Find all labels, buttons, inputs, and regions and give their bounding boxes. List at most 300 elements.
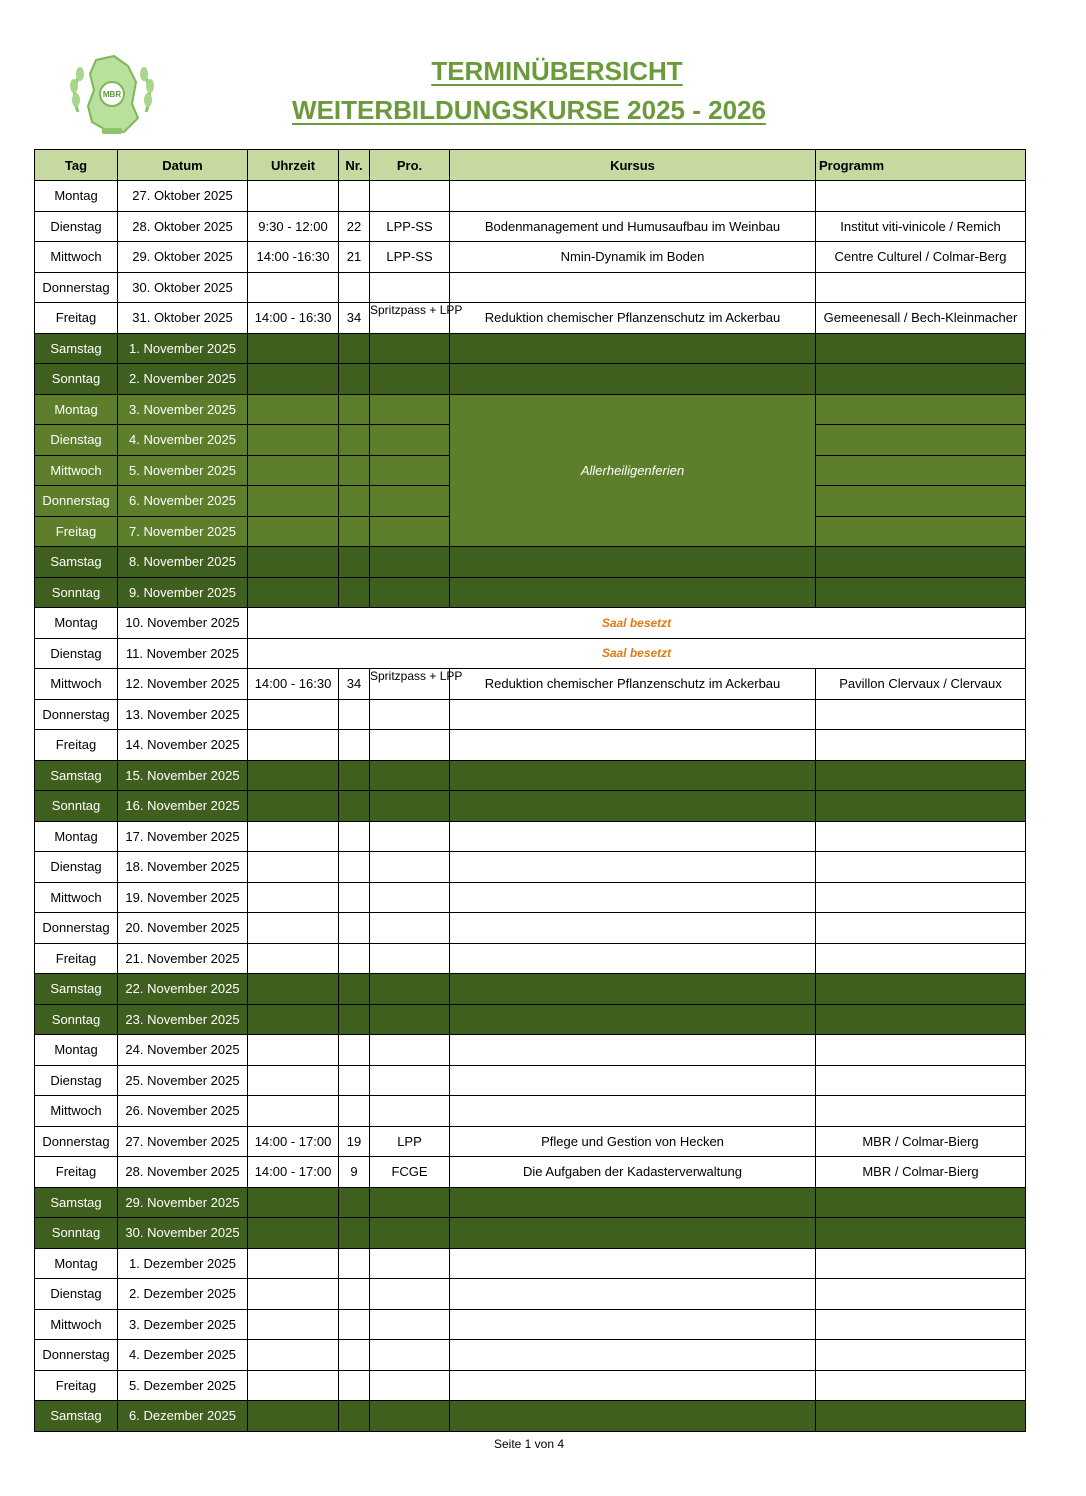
cell-pro [370, 425, 450, 456]
cell-datum: 28. November 2025 [118, 1157, 248, 1188]
cell-tag: Freitag [35, 1157, 118, 1188]
cell-tag: Samstag [35, 547, 118, 578]
cell-kursus [450, 181, 816, 212]
cell-uhrzeit [248, 882, 339, 913]
page-title-line1: TERMINÜBERSICHT [431, 56, 683, 86]
table-row [35, 608, 1026, 639]
cell-nr [339, 821, 370, 852]
cell-datum: 7. November 2025 [118, 516, 248, 547]
cell-kursus [450, 882, 816, 913]
table-row [35, 1187, 1026, 1218]
cell-datum: 10. November 2025 [118, 608, 248, 639]
cell-datum: 27. Oktober 2025 [118, 181, 248, 212]
cell-kursus [450, 1401, 816, 1432]
cell-nr [339, 547, 370, 578]
cell-datum: 18. November 2025 [118, 852, 248, 883]
cell-nr [339, 760, 370, 791]
cell-uhrzeit [248, 699, 339, 730]
cell-uhrzeit [248, 455, 339, 486]
cell-nr: 34 [339, 669, 370, 700]
cell-pro [370, 943, 450, 974]
cell-pro: LPP [370, 1126, 450, 1157]
cell-pro [370, 791, 450, 822]
cell-kursus [450, 547, 816, 578]
cell-nr [339, 1004, 370, 1035]
cell-uhrzeit [248, 1401, 339, 1432]
cell-datum: 17. November 2025 [118, 821, 248, 852]
cell-datum: 22. November 2025 [118, 974, 248, 1005]
cell-uhrzeit: 9:30 - 12:00 [248, 211, 339, 242]
cell-programm [816, 486, 1026, 517]
table-row [35, 791, 1026, 822]
table-header-row [35, 150, 1026, 181]
cell-kursus [450, 699, 816, 730]
cell-kursus [450, 1279, 816, 1310]
cell-nr: 34 [339, 303, 370, 334]
cell-pro: LPP-SS [370, 242, 450, 273]
cell-nr [339, 1340, 370, 1371]
cell-pro [370, 1401, 450, 1432]
table-row [35, 730, 1026, 761]
table-row [35, 1065, 1026, 1096]
cell-nr [339, 577, 370, 608]
cell-nr [339, 852, 370, 883]
cell-pro [370, 730, 450, 761]
cell-pro [370, 1004, 450, 1035]
cell-nr [339, 181, 370, 212]
cell-tag: Montag [35, 394, 118, 425]
cell-tag: Montag [35, 608, 118, 639]
cell-pro [370, 486, 450, 517]
cell-datum: 27. November 2025 [118, 1126, 248, 1157]
cell-tag: Montag [35, 1035, 118, 1066]
cell-datum: 23. November 2025 [118, 1004, 248, 1035]
cell-datum: 2. November 2025 [118, 364, 248, 395]
cell-programm [816, 1309, 1026, 1340]
cell-pro [370, 913, 450, 944]
cell-pro [370, 181, 450, 212]
cell-nr [339, 1035, 370, 1066]
header-uhrzeit: Uhrzeit [248, 150, 339, 181]
cell-pro [370, 1340, 450, 1371]
cell-pro: Spritzpass + LPP [370, 303, 450, 334]
cell-datum: 24. November 2025 [118, 1035, 248, 1066]
cell-programm [816, 364, 1026, 395]
cell-nr [339, 882, 370, 913]
cell-pro [370, 1035, 450, 1066]
cell-nr [339, 1370, 370, 1401]
cell-programm [816, 913, 1026, 944]
table-row [35, 943, 1026, 974]
cell-tag: Sonntag [35, 577, 118, 608]
cell-kursus [450, 1340, 816, 1371]
cell-uhrzeit: 14:00 - 16:30 [248, 303, 339, 334]
cell-programm: Institut viti-vinicole / Remich [816, 211, 1026, 242]
cell-uhrzeit [248, 1004, 339, 1035]
cell-kursus: Die Aufgaben der Kadasterverwaltung [450, 1157, 816, 1188]
cell-datum: 15. November 2025 [118, 760, 248, 791]
cell-pro [370, 1370, 450, 1401]
table-row [35, 577, 1026, 608]
cell-pro: Spritzpass + LPP [370, 669, 450, 700]
cell-kursus [450, 913, 816, 944]
cell-programm [816, 516, 1026, 547]
cell-datum: 29. Oktober 2025 [118, 242, 248, 273]
cell-kursus: Reduktion chemischer Pflanzenschutz im Ackerbau [450, 669, 816, 700]
cell-kursus: Bodenmanagement und Humusaufbau im Weinbau [450, 211, 816, 242]
cell-uhrzeit [248, 1309, 339, 1340]
cell-kursus [450, 821, 816, 852]
cell-kursus [450, 333, 816, 364]
cell-programm [816, 1218, 1026, 1249]
cell-uhrzeit [248, 1370, 339, 1401]
cell-pro [370, 699, 450, 730]
cell-datum: 3. November 2025 [118, 394, 248, 425]
cell-uhrzeit [248, 1340, 339, 1371]
cell-tag: Dienstag [35, 852, 118, 883]
cell-pro: FCGE [370, 1157, 450, 1188]
header-datum: Datum [118, 150, 248, 181]
table-row [35, 1218, 1026, 1249]
cell-tag: Dienstag [35, 638, 118, 669]
cell-programm [816, 1248, 1026, 1279]
cell-tag: Freitag [35, 1370, 118, 1401]
cell-kursus [450, 974, 816, 1005]
cell-tag: Freitag [35, 730, 118, 761]
table-row [35, 974, 1026, 1005]
cell-uhrzeit [248, 486, 339, 517]
cell-nr [339, 699, 370, 730]
cell-nr [339, 1218, 370, 1249]
cell-tag: Sonntag [35, 1218, 118, 1249]
cell-kursus [450, 1187, 816, 1218]
cell-nr [339, 943, 370, 974]
cell-programm: MBR / Colmar-Bierg [816, 1157, 1026, 1188]
cell-tag: Montag [35, 1248, 118, 1279]
cell-pro [370, 547, 450, 578]
cell-uhrzeit [248, 547, 339, 578]
cell-pro [370, 974, 450, 1005]
cell-datum: 3. Dezember 2025 [118, 1309, 248, 1340]
cell-programm: Pavillon Clervaux / Clervaux [816, 669, 1026, 700]
cell-datum: 1. Dezember 2025 [118, 1248, 248, 1279]
cell-uhrzeit [248, 394, 339, 425]
cell-kursus [450, 1035, 816, 1066]
cell-uhrzeit [248, 516, 339, 547]
cell-kursus: Reduktion chemischer Pflanzenschutz im Ackerbau [450, 303, 816, 334]
cell-pro [370, 455, 450, 486]
table-row [35, 913, 1026, 944]
cell-uhrzeit [248, 1187, 339, 1218]
cell-pro [370, 394, 450, 425]
cell-programm [816, 1279, 1026, 1310]
cell-datum: 5. Dezember 2025 [118, 1370, 248, 1401]
cell-datum: 14. November 2025 [118, 730, 248, 761]
cell-programm [816, 1401, 1026, 1432]
svg-text:MBR: MBR [102, 90, 122, 99]
header-tag: Tag [35, 150, 118, 181]
cell-tag: Samstag [35, 333, 118, 364]
cell-programm [816, 1340, 1026, 1371]
cell-uhrzeit [248, 333, 339, 364]
cell-uhrzeit: 14:00 -16:30 [248, 242, 339, 273]
cell-kursus [450, 1309, 816, 1340]
cell-tag: Freitag [35, 303, 118, 334]
cell-programm [816, 699, 1026, 730]
cell-kursus [450, 760, 816, 791]
cell-uhrzeit [248, 913, 339, 944]
cell-nr: 22 [339, 211, 370, 242]
cell-pro [370, 272, 450, 303]
cell-tag: Sonntag [35, 364, 118, 395]
cell-uhrzeit [248, 760, 339, 791]
cell-tag: Dienstag [35, 211, 118, 242]
cell-nr: 19 [339, 1126, 370, 1157]
table-row [35, 333, 1026, 364]
cell-kursus [450, 791, 816, 822]
cell-uhrzeit [248, 1065, 339, 1096]
cell-programm [816, 181, 1026, 212]
table-row [35, 1004, 1026, 1035]
cell-tag: Samstag [35, 1187, 118, 1218]
table-row [35, 1279, 1026, 1310]
cell-uhrzeit [248, 943, 339, 974]
cell-programm [816, 455, 1026, 486]
cell-kursus [450, 943, 816, 974]
header-kursus: Kursus [450, 150, 816, 181]
cell-uhrzeit [248, 974, 339, 1005]
cell-programm [816, 791, 1026, 822]
cell-datum: 31. Oktober 2025 [118, 303, 248, 334]
cell-programm [816, 1370, 1026, 1401]
cell-datum: 4. November 2025 [118, 425, 248, 456]
cell-uhrzeit [248, 1248, 339, 1279]
saal-besetzt-note: Saal besetzt [248, 638, 1026, 669]
cell-pro [370, 333, 450, 364]
cell-nr [339, 333, 370, 364]
cell-nr: 9 [339, 1157, 370, 1188]
table-row [35, 242, 1026, 273]
cell-datum: 26. November 2025 [118, 1096, 248, 1127]
cell-nr: 21 [339, 242, 370, 273]
table-row [35, 852, 1026, 883]
cell-datum: 4. Dezember 2025 [118, 1340, 248, 1371]
cell-tag: Mittwoch [35, 242, 118, 273]
table-row [35, 547, 1026, 578]
cell-programm [816, 333, 1026, 364]
cell-uhrzeit [248, 730, 339, 761]
cell-programm: Centre Culturel / Colmar-Berg [816, 242, 1026, 273]
cell-pro [370, 516, 450, 547]
cell-tag: Dienstag [35, 425, 118, 456]
table-row [35, 1096, 1026, 1127]
cell-datum: 6. November 2025 [118, 486, 248, 517]
cell-uhrzeit: 14:00 - 17:00 [248, 1157, 339, 1188]
table-row [35, 760, 1026, 791]
cell-pro [370, 577, 450, 608]
table-row [35, 1340, 1026, 1371]
cell-uhrzeit [248, 1096, 339, 1127]
cell-programm: Gemeenesall / Bech-Kleinmacher [816, 303, 1026, 334]
cell-kursus [450, 272, 816, 303]
cell-pro [370, 1096, 450, 1127]
cell-tag: Donnerstag [35, 1126, 118, 1157]
cell-tag: Samstag [35, 1401, 118, 1432]
header-nr: Nr. [339, 150, 370, 181]
table-row [35, 1401, 1026, 1432]
cell-programm [816, 1187, 1026, 1218]
cell-programm [816, 1035, 1026, 1066]
cell-uhrzeit: 14:00 - 16:30 [248, 669, 339, 700]
cell-tag: Mittwoch [35, 669, 118, 700]
cell-pro [370, 1309, 450, 1340]
table-row [35, 638, 1026, 669]
cell-datum: 8. November 2025 [118, 547, 248, 578]
cell-kursus [450, 730, 816, 761]
cell-programm [816, 272, 1026, 303]
cell-nr [339, 455, 370, 486]
cell-programm [816, 1096, 1026, 1127]
schedule-table [34, 149, 1026, 1432]
cell-nr [339, 1279, 370, 1310]
cell-kursus [450, 364, 816, 395]
cell-datum: 12. November 2025 [118, 669, 248, 700]
cell-programm [816, 852, 1026, 883]
cell-kursus: Pflege und Gestion von Hecken [450, 1126, 816, 1157]
cell-nr [339, 486, 370, 517]
table-row [35, 303, 1026, 334]
cell-nr [339, 974, 370, 1005]
cell-nr [339, 1248, 370, 1279]
cell-programm: MBR / Colmar-Bierg [816, 1126, 1026, 1157]
cell-programm [816, 394, 1026, 425]
cell-datum: 13. November 2025 [118, 699, 248, 730]
cell-uhrzeit: 14:00 - 17:00 [248, 1126, 339, 1157]
cell-nr [339, 1401, 370, 1432]
cell-pro: LPP-SS [370, 211, 450, 242]
cell-pro [370, 1218, 450, 1249]
cell-datum: 6. Dezember 2025 [118, 1401, 248, 1432]
cell-programm [816, 1065, 1026, 1096]
cell-programm [816, 760, 1026, 791]
cell-uhrzeit [248, 1035, 339, 1066]
cell-datum: 19. November 2025 [118, 882, 248, 913]
cell-nr [339, 272, 370, 303]
cell-tag: Donnerstag [35, 913, 118, 944]
cell-nr [339, 425, 370, 456]
cell-tag: Mittwoch [35, 455, 118, 486]
cell-tag: Donnerstag [35, 272, 118, 303]
cell-uhrzeit [248, 364, 339, 395]
cell-programm [816, 577, 1026, 608]
table-row [35, 882, 1026, 913]
cell-pro [370, 364, 450, 395]
cell-datum: 21. November 2025 [118, 943, 248, 974]
cell-nr [339, 730, 370, 761]
cell-programm [816, 974, 1026, 1005]
cell-tag: Donnerstag [35, 486, 118, 517]
cell-nr [339, 791, 370, 822]
table-row [35, 364, 1026, 395]
table-row [35, 1126, 1026, 1157]
cell-tag: Mittwoch [35, 1309, 118, 1340]
cell-uhrzeit [248, 181, 339, 212]
table-row [35, 699, 1026, 730]
table-row [35, 1157, 1026, 1188]
table-row [35, 821, 1026, 852]
cell-programm [816, 730, 1026, 761]
cell-nr [339, 364, 370, 395]
cell-pro [370, 1248, 450, 1279]
table-row [35, 394, 1026, 425]
cell-uhrzeit [248, 425, 339, 456]
cell-uhrzeit [248, 821, 339, 852]
cell-kursus [450, 1218, 816, 1249]
cell-datum: 30. November 2025 [118, 1218, 248, 1249]
cell-kursus [450, 852, 816, 883]
cell-pro [370, 852, 450, 883]
cell-pro [370, 1279, 450, 1310]
page-title-line2: WEITERBILDUNGSKURSE 2025 - 2026 [292, 95, 766, 125]
cell-nr [339, 1187, 370, 1218]
holiday-label: Allerheiligenferien [450, 394, 816, 547]
cell-datum: 9. November 2025 [118, 577, 248, 608]
cell-nr [339, 1065, 370, 1096]
cell-pro [370, 1065, 450, 1096]
header-pro: Pro. [370, 150, 450, 181]
header-programm: Programm [816, 150, 1026, 181]
cell-datum: 20. November 2025 [118, 913, 248, 944]
cell-datum: 2. Dezember 2025 [118, 1279, 248, 1310]
cell-uhrzeit [248, 577, 339, 608]
cell-tag: Donnerstag [35, 699, 118, 730]
cell-datum: 11. November 2025 [118, 638, 248, 669]
cell-uhrzeit [248, 1218, 339, 1249]
cell-kursus: Nmin-Dynamik im Boden [450, 242, 816, 273]
cell-kursus [450, 1248, 816, 1279]
cell-tag: Freitag [35, 943, 118, 974]
cell-pro [370, 821, 450, 852]
cell-kursus [450, 1096, 816, 1127]
cell-programm [816, 821, 1026, 852]
cell-tag: Dienstag [35, 1279, 118, 1310]
cell-tag: Donnerstag [35, 1340, 118, 1371]
cell-uhrzeit [248, 1279, 339, 1310]
cell-datum: 30. Oktober 2025 [118, 272, 248, 303]
cell-tag: Dienstag [35, 1065, 118, 1096]
cell-programm [816, 1004, 1026, 1035]
cell-pro [370, 882, 450, 913]
cell-uhrzeit [248, 791, 339, 822]
cell-programm [816, 547, 1026, 578]
cell-kursus [450, 577, 816, 608]
cell-tag: Sonntag [35, 791, 118, 822]
cell-tag: Samstag [35, 760, 118, 791]
cell-nr [339, 913, 370, 944]
cell-uhrzeit [248, 272, 339, 303]
cell-nr [339, 516, 370, 547]
cell-datum: 29. November 2025 [118, 1187, 248, 1218]
table-row [35, 272, 1026, 303]
cell-datum: 25. November 2025 [118, 1065, 248, 1096]
cell-kursus [450, 1370, 816, 1401]
cell-tag: Montag [35, 821, 118, 852]
table-row [35, 1035, 1026, 1066]
cell-programm [816, 943, 1026, 974]
cell-uhrzeit [248, 852, 339, 883]
table-row [35, 1370, 1026, 1401]
cell-tag: Samstag [35, 974, 118, 1005]
